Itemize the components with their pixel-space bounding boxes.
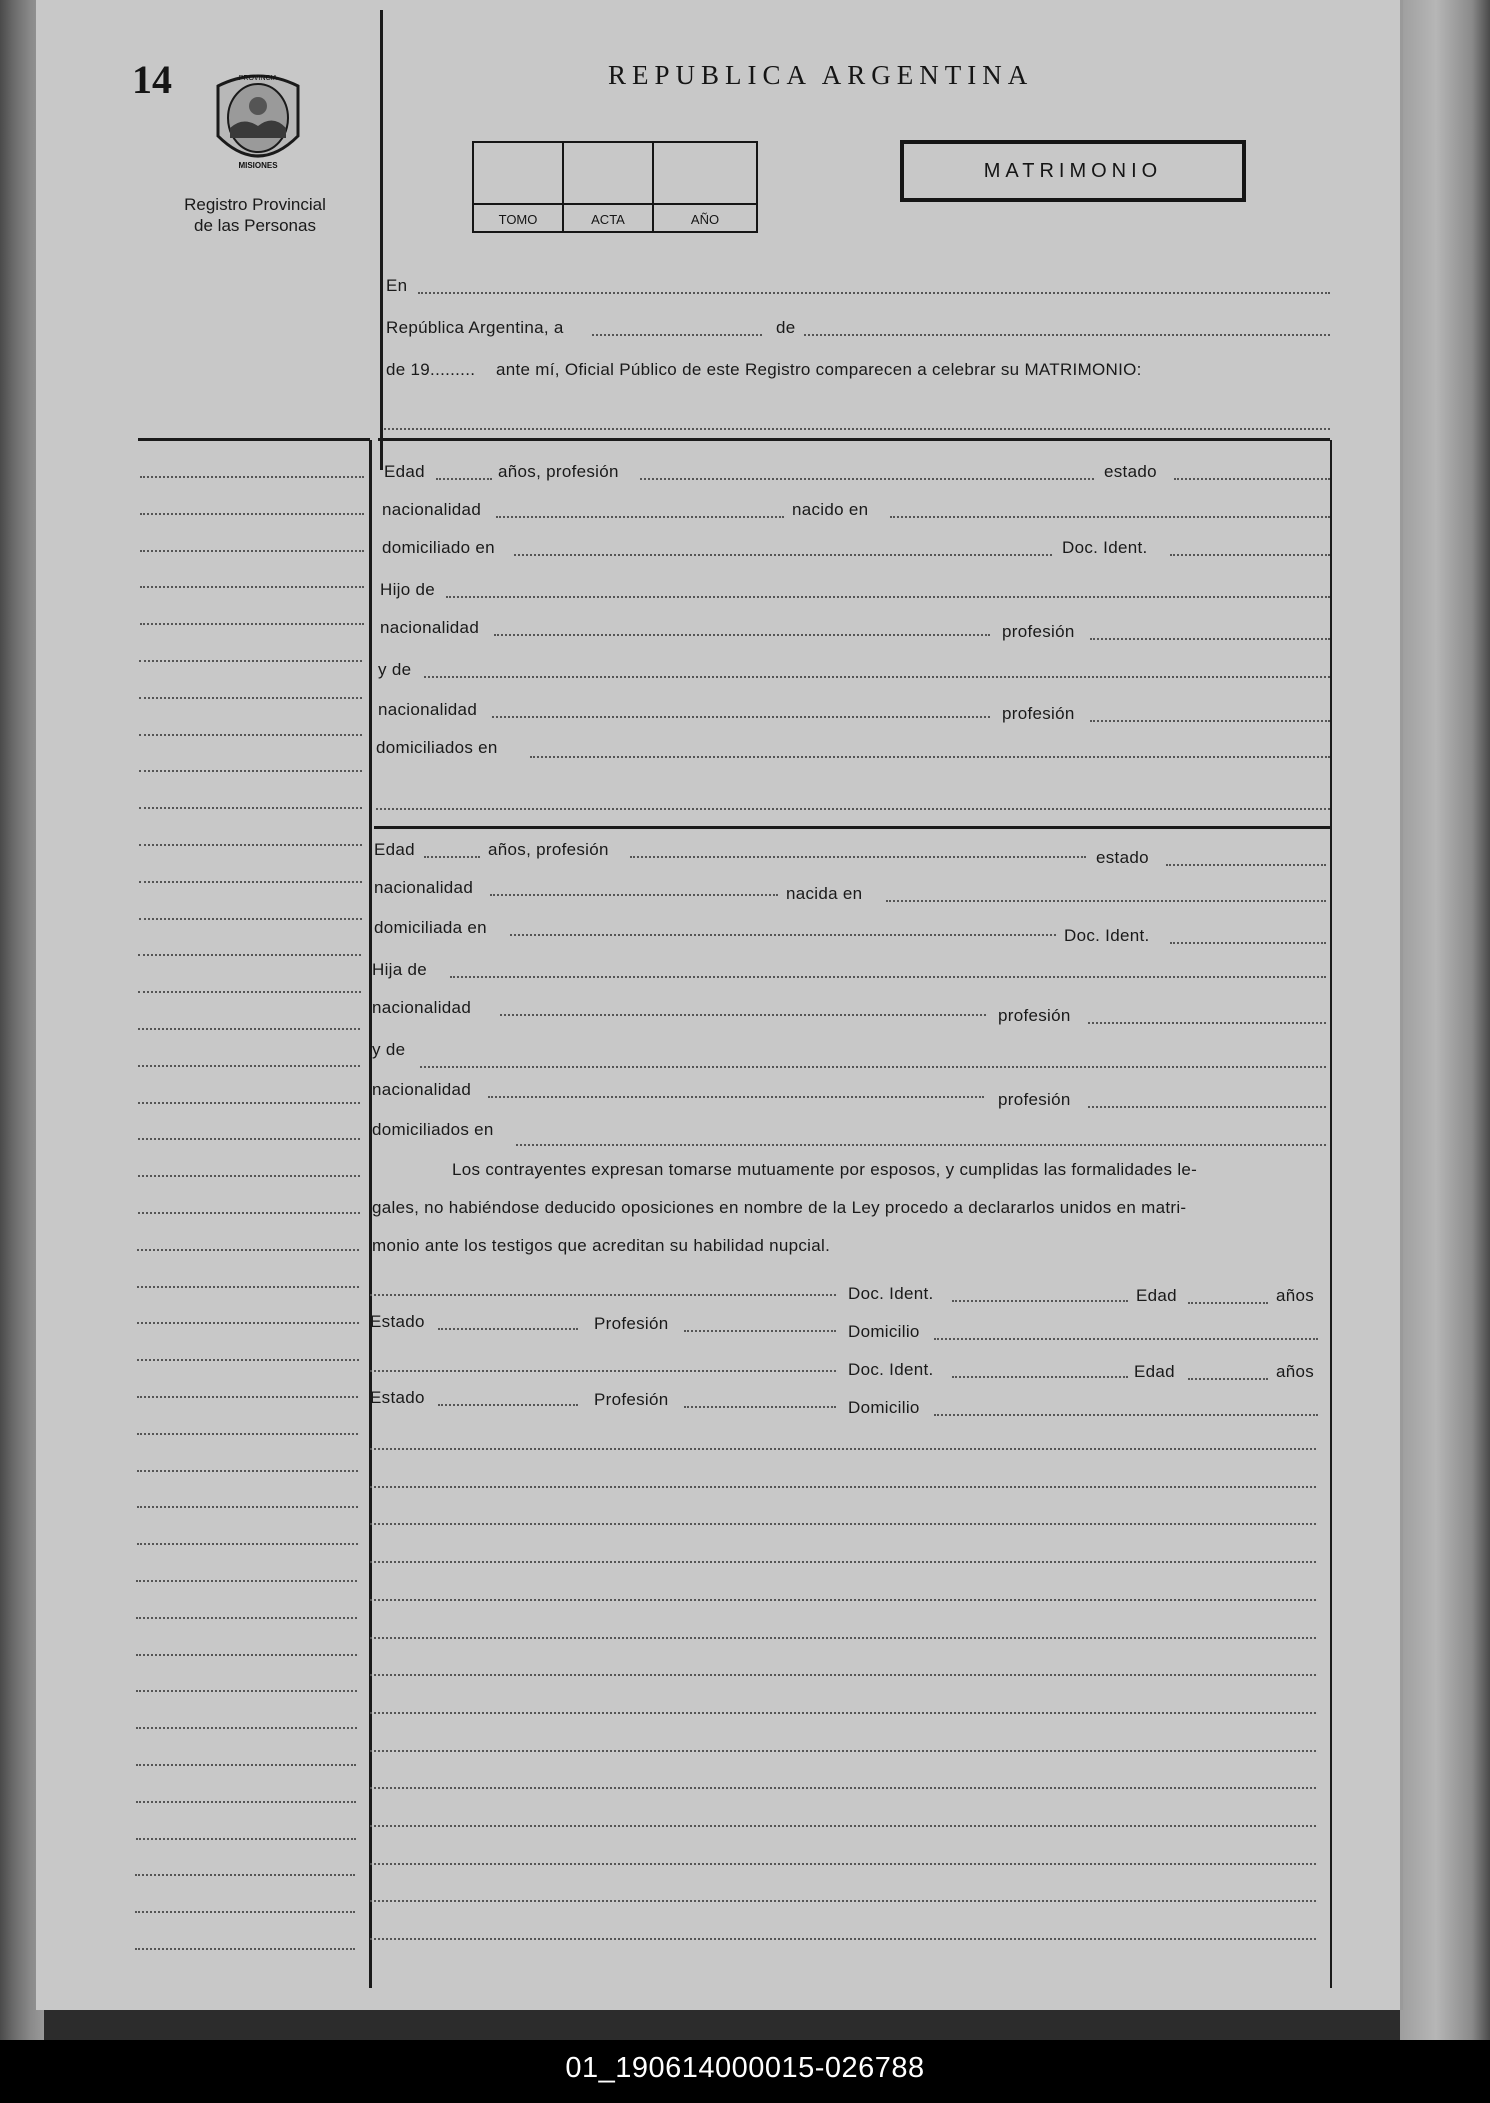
bride-nacida-label: nacida en xyxy=(786,884,863,903)
record-number-table xyxy=(472,141,758,233)
groom-father-prof-label: profesión xyxy=(1002,622,1075,641)
witness2-anos-label: años xyxy=(1276,1362,1315,1381)
groom-domicilio-field[interactable] xyxy=(514,554,1052,556)
groom-parents-dom-field[interactable] xyxy=(530,756,1330,758)
margin-line[interactable] xyxy=(139,807,362,809)
margin-line[interactable] xyxy=(136,1764,356,1766)
bride-parents-dom-field[interactable] xyxy=(516,1144,1326,1146)
margin-line[interactable] xyxy=(137,1359,359,1361)
margin-line[interactable] xyxy=(140,623,364,625)
intro-extra-field[interactable] xyxy=(384,428,1330,430)
note-line[interactable] xyxy=(370,1561,1316,1563)
de-label: de xyxy=(776,318,796,337)
bride-estado-field[interactable] xyxy=(1166,864,1326,866)
en-label: En xyxy=(386,276,408,295)
bride-father-prof-label: profesión xyxy=(998,1006,1071,1025)
section-rule-2 xyxy=(374,826,1330,829)
margin-line[interactable] xyxy=(139,770,362,772)
margin-line[interactable] xyxy=(138,954,361,956)
ante-mi-text: ante mí, Oficial Público de este Registro comparecen a celebrar su MATRIMONIO: xyxy=(496,360,1142,379)
witness2-estado-label: Estado xyxy=(370,1388,425,1407)
margin-line[interactable] xyxy=(139,660,362,662)
next-page-edge xyxy=(1400,0,1490,2040)
margin-line[interactable] xyxy=(139,918,362,920)
bride-nacida-field[interactable] xyxy=(886,900,1326,902)
bride-mother-prof-label: profesión xyxy=(998,1090,1071,1109)
margin-line[interactable] xyxy=(137,1470,358,1472)
month-field[interactable] xyxy=(804,334,1330,336)
groom-father-field[interactable] xyxy=(446,596,1330,598)
margin-line[interactable] xyxy=(136,1727,357,1729)
bride-mother-nac-field[interactable] xyxy=(488,1096,984,1098)
groom-domicilio-label: domiciliado en xyxy=(382,538,495,557)
witness1-domicilio-label: Domicilio xyxy=(848,1322,920,1341)
bride-nacionalidad-label: nacionalidad xyxy=(374,878,474,897)
witness2-edad-label: Edad xyxy=(1134,1362,1175,1381)
bride-domicilio-label: domiciliada en xyxy=(374,918,487,937)
note-line[interactable] xyxy=(370,1900,1316,1902)
registry-line-2: de las Personas xyxy=(194,216,316,235)
note-line[interactable] xyxy=(370,1938,1316,1940)
margin-line[interactable] xyxy=(140,586,364,588)
margin-line[interactable] xyxy=(135,1948,355,1950)
margin-line[interactable] xyxy=(140,513,364,515)
witness2-doc-label: Doc. Ident. xyxy=(848,1360,934,1379)
margin-line[interactable] xyxy=(138,1102,360,1104)
witness2-domicilio-field[interactable] xyxy=(934,1414,1318,1416)
groom-mother-prof-label: profesión xyxy=(1002,704,1075,723)
groom-edad-field[interactable] xyxy=(436,478,492,480)
witness1-edad-label: Edad xyxy=(1136,1286,1177,1305)
witness2-edad-field[interactable] xyxy=(1188,1378,1268,1380)
witness2-estado-field[interactable] xyxy=(438,1404,578,1406)
bride-yde-label: y de xyxy=(372,1040,406,1059)
witness2-profesion-field[interactable] xyxy=(684,1406,836,1408)
note-line[interactable] xyxy=(370,1674,1316,1676)
witness1-edad-field[interactable] xyxy=(1188,1302,1268,1304)
margin-line[interactable] xyxy=(139,881,362,883)
note-line[interactable] xyxy=(370,1787,1316,1789)
note-line[interactable] xyxy=(370,1486,1316,1488)
section-rule-1 xyxy=(378,438,1330,441)
margin-line[interactable] xyxy=(137,1543,358,1545)
declaration-line-2: gales, no habiéndose deducido oposiciones en nombre de la Ley procedo a declararlos unidos en matri- xyxy=(372,1198,1187,1217)
margin-line[interactable] xyxy=(135,1911,355,1913)
bride-profesion-label: años, profesión xyxy=(488,840,609,859)
record-type-box: MATRIMONIO xyxy=(900,140,1246,202)
margin-top-rule xyxy=(138,438,370,441)
registry-line-1: Registro Provincial xyxy=(184,195,326,214)
bride-nacionalidad-field[interactable] xyxy=(490,894,778,896)
bride-profesion-field[interactable] xyxy=(630,856,1086,858)
bride-domicilio-field[interactable] xyxy=(510,934,1056,936)
bride-mother-prof-field[interactable] xyxy=(1088,1106,1326,1108)
bride-mother-field[interactable] xyxy=(420,1066,1326,1068)
witness1-estado-label: Estado xyxy=(370,1312,425,1331)
bride-estado-label: estado xyxy=(1096,848,1149,867)
groom-mother-prof-field[interactable] xyxy=(1090,720,1330,722)
witness1-anos-label: años xyxy=(1276,1286,1315,1305)
margin-line[interactable] xyxy=(136,1838,356,1840)
groom-yde-label: y de xyxy=(378,660,412,679)
vertical-rule-top xyxy=(380,10,383,470)
bride-father-field[interactable] xyxy=(450,976,1326,978)
ano-cell[interactable] xyxy=(654,143,756,231)
margin-line[interactable] xyxy=(137,1396,358,1398)
groom-nacido-label: nacido en xyxy=(792,500,869,519)
bride-doc-field[interactable] xyxy=(1170,942,1326,944)
groom-father-nac-label: nacionalidad xyxy=(380,618,480,637)
margin-line[interactable] xyxy=(138,991,361,993)
groom-mother-field[interactable] xyxy=(424,676,1330,678)
witness2-domicilio-label: Domicilio xyxy=(848,1398,920,1417)
margin-line[interactable] xyxy=(137,1506,358,1508)
groom-mother-nac-label: nacionalidad xyxy=(378,700,478,719)
margin-line[interactable] xyxy=(139,844,362,846)
groom-nacionalidad-label: nacionalidad xyxy=(382,500,482,519)
tomo-label: TOMO xyxy=(498,212,538,227)
margin-line[interactable] xyxy=(136,1617,357,1619)
note-line[interactable] xyxy=(370,1750,1316,1752)
groom-parents-dom-label: domiciliados en xyxy=(376,738,498,757)
registry-name xyxy=(160,194,350,236)
margin-line[interactable] xyxy=(136,1580,357,1582)
acta-cell[interactable] xyxy=(564,143,654,231)
bride-father-prof-field[interactable] xyxy=(1088,1022,1326,1024)
republica-label: República Argentina, a xyxy=(386,318,564,337)
provincial-seal-icon xyxy=(208,66,308,176)
ano-label: AÑO xyxy=(690,212,720,227)
groom-hijo-label: Hijo de xyxy=(380,580,436,599)
margin-line[interactable] xyxy=(138,1212,360,1214)
day-field[interactable] xyxy=(592,334,762,336)
margin-line[interactable] xyxy=(137,1322,359,1324)
margin-line[interactable] xyxy=(136,1690,357,1692)
margin-line[interactable] xyxy=(137,1249,359,1251)
witness1-doc-field[interactable] xyxy=(952,1300,1128,1302)
en-field[interactable] xyxy=(418,292,1330,294)
groom-doc-field[interactable] xyxy=(1170,554,1330,556)
country-title: REPUBLICA ARGENTINA xyxy=(608,60,1034,90)
bride-father-nac-field[interactable] xyxy=(500,1014,986,1016)
groom-mother-nac-field[interactable] xyxy=(492,716,990,718)
groom-estado-label: estado xyxy=(1104,462,1157,481)
note-line[interactable] xyxy=(370,1712,1316,1714)
seal-bottom-text: MISIONES xyxy=(238,161,278,170)
witness2-doc-field[interactable] xyxy=(952,1376,1128,1378)
witness1-domicilio-field[interactable] xyxy=(934,1338,1318,1340)
bride-hija-label: Hija de xyxy=(372,960,428,979)
margin-line[interactable] xyxy=(140,550,364,552)
image-id-caption: 01_190614000015-026788 xyxy=(565,2052,925,2084)
groom-doc-label: Doc. Ident. xyxy=(1062,538,1148,557)
margin-line[interactable] xyxy=(137,1433,358,1435)
note-line[interactable] xyxy=(370,1637,1316,1639)
groom-estado-field[interactable] xyxy=(1174,478,1330,480)
groom-profesion-label: años, profesión xyxy=(498,462,619,481)
witness1-name-field[interactable] xyxy=(370,1294,836,1296)
groom-nacido-field[interactable] xyxy=(890,516,1330,518)
groom-profesion-field[interactable] xyxy=(640,478,1094,480)
bride-parents-dom-label: domiciliados en xyxy=(372,1120,494,1139)
groom-father-prof-field[interactable] xyxy=(1090,638,1330,640)
witness1-doc-label: Doc. Ident. xyxy=(848,1284,934,1303)
declaration-line-3: monio ante los testigos que acreditan su habilidad nupcial. xyxy=(372,1236,831,1255)
note-line[interactable] xyxy=(370,1599,1316,1601)
margin-line[interactable] xyxy=(138,1028,360,1030)
groom-edad-label: Edad xyxy=(384,462,425,481)
margin-line[interactable] xyxy=(138,1138,360,1140)
declaration-line-1: Los contrayentes expresan tomarse mutuamente por esposos, y cumplidas las formalidades le- xyxy=(452,1160,1198,1179)
margin-line[interactable] xyxy=(140,476,364,478)
page-number: 14 xyxy=(132,57,172,102)
margin-line[interactable] xyxy=(136,1801,356,1803)
witness2-profesion-label: Profesión xyxy=(594,1390,669,1409)
vertical-rule-right xyxy=(1330,440,1332,1988)
margin-line[interactable] xyxy=(138,1175,360,1177)
note-line[interactable] xyxy=(370,1825,1316,1827)
form-sheet xyxy=(36,0,1403,2010)
groom-nacionalidad-field[interactable] xyxy=(496,516,784,518)
bride-mother-nac-label: nacionalidad xyxy=(372,1080,472,1099)
margin-line[interactable] xyxy=(135,1874,355,1876)
margin-line[interactable] xyxy=(139,697,362,699)
note-line[interactable] xyxy=(370,1523,1316,1525)
margin-line[interactable] xyxy=(138,1065,360,1067)
groom-father-nac-field[interactable] xyxy=(494,634,990,636)
bride-doc-label: Doc. Ident. xyxy=(1064,926,1150,945)
bride-edad-field[interactable] xyxy=(424,856,480,858)
margin-line[interactable] xyxy=(139,734,362,736)
witness1-estado-field[interactable] xyxy=(438,1328,578,1330)
margin-line[interactable] xyxy=(136,1654,357,1656)
bride-father-nac-label: nacionalidad xyxy=(372,998,472,1017)
witness1-profesion-label: Profesión xyxy=(594,1314,669,1333)
tomo-cell[interactable] xyxy=(474,143,564,231)
witness2-name-field[interactable] xyxy=(370,1370,836,1372)
note-line[interactable] xyxy=(370,1863,1316,1865)
bride-edad-label: Edad xyxy=(374,840,415,859)
seal-top-text: PROVINCIA xyxy=(238,75,278,82)
witness1-profesion-field[interactable] xyxy=(684,1330,836,1332)
groom-extra-field[interactable] xyxy=(376,808,1330,810)
acta-label: ACTA xyxy=(591,212,625,227)
year-label: de 19......... xyxy=(386,360,476,379)
margin-line[interactable] xyxy=(137,1286,359,1288)
note-line[interactable] xyxy=(370,1448,1316,1450)
